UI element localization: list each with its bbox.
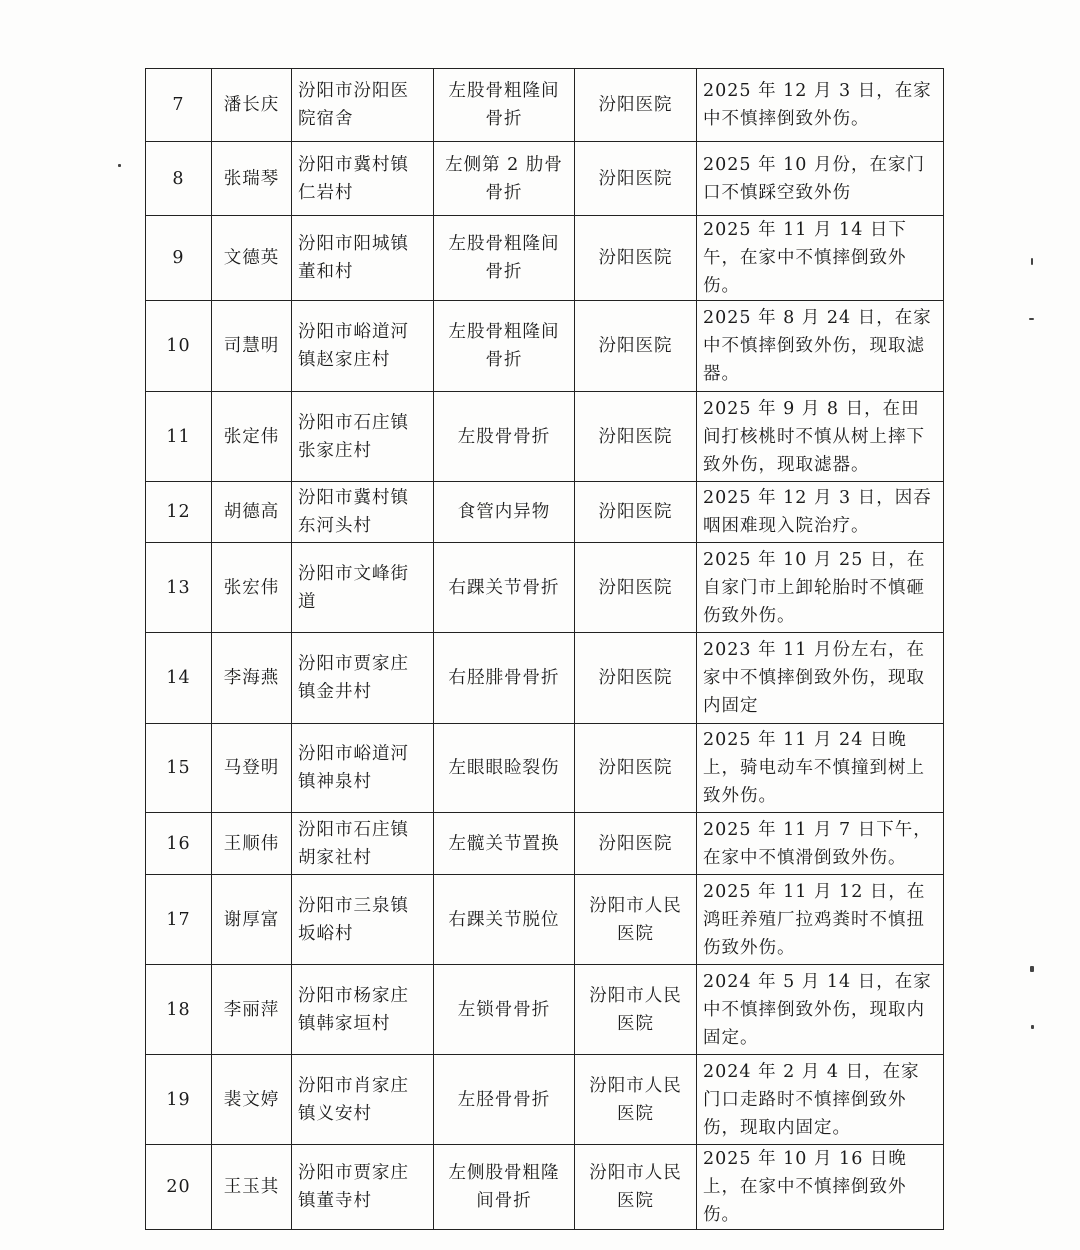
row-number: 8 [146,142,212,216]
description: 2025 年 9 月 8 日，在田间打核桃时不慎从树上摔下致外伤，现取滤器。 [697,392,944,482]
hospital: 汾阳市人民医院 [575,965,697,1055]
patient-name: 文德英 [212,216,292,301]
address: 汾阳市杨家庄镇韩家垣村 [292,965,434,1055]
patient-name: 张宏伟 [212,543,292,633]
address: 汾阳市肖家庄镇义安村 [292,1055,434,1145]
diagnosis: 左股骨粗隆间骨折 [434,301,575,392]
patient-name: 谢厚富 [212,875,292,965]
scan-speck [1029,318,1034,320]
diagnosis: 左股骨粗隆间骨折 [434,69,575,142]
table-row [146,875,944,965]
address: 汾阳市阳城镇董和村 [292,216,434,301]
row-number: 15 [146,724,212,813]
diagnosis: 右踝关节骨折 [434,543,575,633]
patient-name: 王玉其 [212,1145,292,1230]
table-row [146,813,944,875]
patient-name: 马登明 [212,724,292,813]
patient-name: 王顺伟 [212,813,292,875]
diagnosis: 左锁骨骨折 [434,965,575,1055]
address: 汾阳市石庄镇张家庄村 [292,392,434,482]
address: 汾阳市三泉镇坂峪村 [292,875,434,965]
hospital: 汾阳市人民医院 [575,1055,697,1145]
address: 汾阳市贾家庄镇董寺村 [292,1145,434,1230]
address: 汾阳市文峰街道 [292,543,434,633]
row-number: 10 [146,301,212,392]
patient-name: 胡德高 [212,482,292,543]
address: 汾阳市冀村镇仁岩村 [292,142,434,216]
table-row [146,724,944,813]
row-number: 14 [146,633,212,724]
patient-name: 李海燕 [212,633,292,724]
address: 汾阳市贾家庄镇金井村 [292,633,434,724]
hospital: 汾阳医院 [575,543,697,633]
hospital: 汾阳医院 [575,392,697,482]
row-number: 7 [146,69,212,142]
row-number: 20 [146,1145,212,1230]
patient-roster-table [145,68,944,1230]
diagnosis: 左胫骨骨折 [434,1055,575,1145]
diagnosis: 右胫腓骨骨折 [434,633,575,724]
patient-name: 司慧明 [212,301,292,392]
row-number: 18 [146,965,212,1055]
table-row [146,69,944,142]
description: 2025 年 12 月 3 日，在家中不慎摔倒致外伤。 [697,69,944,142]
hospital: 汾阳市人民医院 [575,875,697,965]
description: 2025 年 11 月 12 日，在鸿旺养殖厂拉鸡粪时不慎扭伤致外伤。 [697,875,944,965]
row-number: 11 [146,392,212,482]
scan-speck [1030,966,1034,972]
description: 2025 年 10 月 16 日晚上，在家中不慎摔倒致外伤。 [697,1145,944,1230]
hospital: 汾阳医院 [575,724,697,813]
patient-name: 裴文婷 [212,1055,292,1145]
address: 汾阳市峪道河镇赵家庄村 [292,301,434,392]
hospital: 汾阳医院 [575,482,697,543]
address: 汾阳市冀村镇东河头村 [292,482,434,543]
hospital: 汾阳医院 [575,633,697,724]
table-row [146,1055,944,1145]
description: 2025 年 12 月 3 日，因吞咽困难现入院治疗。 [697,482,944,543]
description: 2025 年 10 月份，在家门口不慎踩空致外伤 [697,142,944,216]
table-row [146,482,944,543]
diagnosis: 左眼眼睑裂伤 [434,724,575,813]
hospital: 汾阳医院 [575,142,697,216]
roster-body [146,69,944,1230]
table-row [146,301,944,392]
table-row [146,965,944,1055]
row-number: 13 [146,543,212,633]
diagnosis: 左股骨粗隆间骨折 [434,216,575,301]
table-row [146,543,944,633]
patient-name: 张定伟 [212,392,292,482]
description: 2025 年 8 月 24 日，在家中不慎摔倒致外伤，现取滤器。 [697,301,944,392]
address: 汾阳市汾阳医院宿舍 [292,69,434,142]
description: 2025 年 11 月 7 日下午，在家中不慎滑倒致外伤。 [697,813,944,875]
diagnosis: 左侧第 2 肋骨骨折 [434,142,575,216]
hospital: 汾阳医院 [575,813,697,875]
patient-name: 李丽萍 [212,965,292,1055]
table-row [146,142,944,216]
row-number: 17 [146,875,212,965]
scan-speck [1031,258,1033,265]
description: 2025 年 11 月 14 日下午，在家中不慎摔倒致外伤。 [697,216,944,301]
description: 2024 年 2 月 4 日，在家门口走路时不慎摔倒致外伤，现取内固定。 [697,1055,944,1145]
row-number: 12 [146,482,212,543]
patient-name: 张瑞琴 [212,142,292,216]
table-row [146,633,944,724]
row-number: 19 [146,1055,212,1145]
table-row [146,1145,944,1230]
description: 2025 年 10 月 25 日，在自家门市上卸轮胎时不慎砸伤致外伤。 [697,543,944,633]
address: 汾阳市石庄镇胡家社村 [292,813,434,875]
table-row [146,216,944,301]
diagnosis: 右踝关节脱位 [434,875,575,965]
diagnosis: 左侧股骨粗隆间骨折 [434,1145,575,1230]
row-number: 16 [146,813,212,875]
table-row [146,392,944,482]
diagnosis: 左髋关节置换 [434,813,575,875]
hospital: 汾阳市人民医院 [575,1145,697,1230]
hospital: 汾阳医院 [575,69,697,142]
description: 2024 年 5 月 14 日，在家中不慎摔倒致外伤，现取内固定。 [697,965,944,1055]
scan-speck [118,164,121,167]
description: 2023 年 11 月份左右，在家中不慎摔倒致外伤，现取内固定 [697,633,944,724]
diagnosis: 食管内异物 [434,482,575,543]
address: 汾阳市峪道河镇神泉村 [292,724,434,813]
scan-speck [1031,1025,1034,1029]
patient-name: 潘长庆 [212,69,292,142]
hospital: 汾阳医院 [575,216,697,301]
hospital: 汾阳医院 [575,301,697,392]
diagnosis: 左股骨骨折 [434,392,575,482]
description: 2025 年 11 月 24 日晚上，骑电动车不慎撞到树上致外伤。 [697,724,944,813]
row-number: 9 [146,216,212,301]
